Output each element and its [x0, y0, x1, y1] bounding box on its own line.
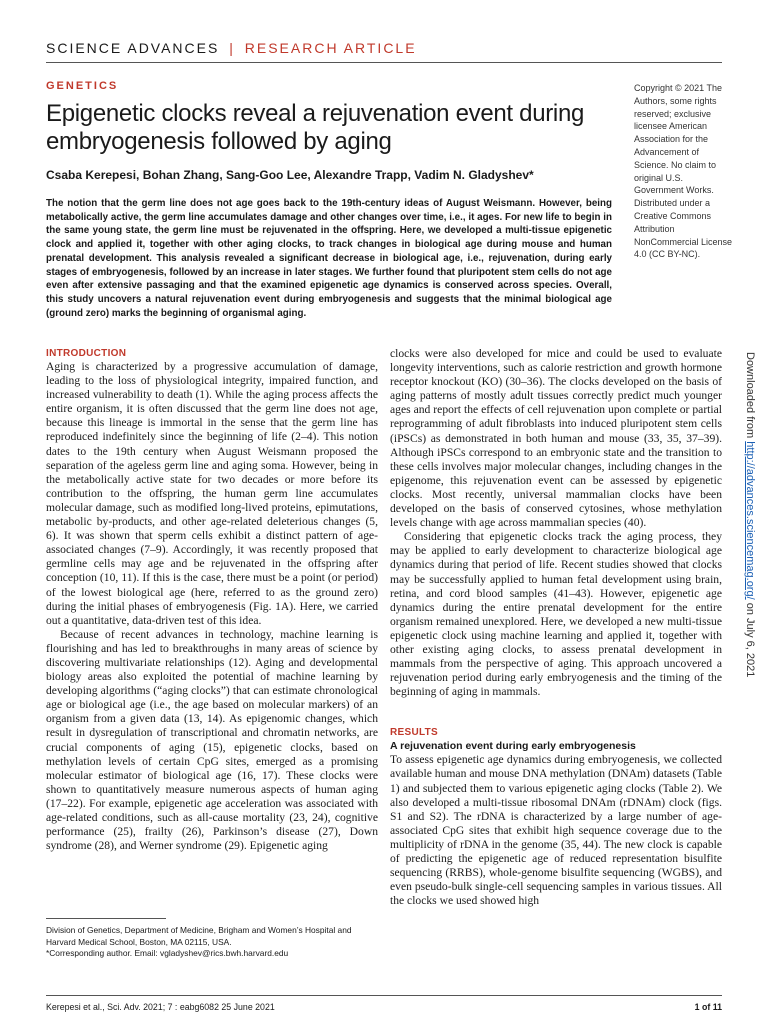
- journal-header: [46, 40, 417, 56]
- header-rule: [46, 62, 722, 63]
- footer-rule: [46, 995, 722, 996]
- abstract: The notion that the germ line does not age goes back to the 19th-century ideas of August Weismann. However, being metabolically active, the germ line accumulates damage and other changes over time, i.e., it ages. For new life to begin in the same young state, the germ line must be rejuvenated in the offspring. Here, we developed a multi-tissue epigenetic clock and applied it, together with other aging clocks, to track changes in biological age during mouse and human prenatal development. This analysis revealed a significant decrease in biological age, i.e., rejuvenation, during early stages of embryogenesis, followed by an increase in later stages. We further found that pluripotent stem cells do not age even after extensive passaging and that the examined epigenetic age dynamics is conserved across species. Overall, this study uncovers a natural rejuvenation event during embryogenesis and suggests that the minimal biological age (ground zero) marks the beginning of organismal aging.: [46, 198, 612, 319]
- body-paragraph: clocks were also developed for mice and could be used to evaluate longevity interventions, such as calorie restriction and growth hormone receptor knockout (KO) (30–36). The clocks developed on the basis of aging patterns of mostly adult tissues correctly predict much younger ages and report the effects of cell rejuvenation upon complete or partial reprogramming of adult fibroblasts into induced pluripotent stem cells (iPSCs) as demonstrated in both human and mouse (33, 35, 37–39). Although iPSCs correspond to an embryonic state and the transition to these cells involves major molecular changes, including changes in the epigenome, this rejuvenation event can be assessed by epigenetic clocks. Most recently, universal mammalian clocks have been developed on the basis of conserved cytosines, whose methylation levels change with age across mammalian species (40).: [390, 347, 722, 530]
- section-spacer: [390, 699, 722, 726]
- download-side-note: [741, 352, 757, 677]
- side-note-suffix: on July 6, 2021: [744, 599, 756, 678]
- results-paragraph: To assess epigenetic age dynamics during embryogenesis, we collected available human and mouse DNA methylation (DNAm) datasets (Table 1) and subjected them to various epigenetic aging clocks (Table 2). We also developed a multi-tissue ribosomal DNAm (rDNAm) clock (figs. S1 and S2). The rDNA is characterized by a large number of age-associated CpG sites that exhibit high sequence coverage due to the multiplicity of rDNA in the genome (35, 44). The new clock is capable of predicting the epigenetic age of reduced representation bisulfite sequencing (RRBS), whole-genome bisulfite sequencing (WGBS), and even pseudo-bulk single-cell sequencing samples in various tissues. All the clocks we used showed high: [390, 753, 722, 908]
- journal-name: SCIENCE ADVANCES: [46, 40, 220, 56]
- page-number: 1 of 11: [694, 1002, 722, 1012]
- intro-paragraph: Because of recent advances in technology, machine learning is flourishing and has led to breakthroughs in many areas of science by discovering multivariate relationships (12). Aging and developmental biology areas also exploited the potential of machine learning by developing algorithms (“aging clocks”) that can estimate chronological age or biological age (i.e., the age based on molecular markers) of an organism from a given data (13, 14). As epigenomic changes, which result in dysregulation of transcriptional and chromatin networks, are crucial components of aging (15), epigenetic clocks, based on methylation levels of certain CpG sites, emerged as a promising molecular estimator of biological age (16, 17). These clocks were shown to quantitatively measure numerous aspects of human aging (17–22). For example, epigenetic age acceleration was associated with age-related conditions, such as all-cause mortality (23, 24), cognitive performance (25), frailty (26), Parkinson’s disease (27), Down syndrome (28), and Werner syndrome (29). Epigenetic aging: [46, 627, 378, 853]
- left-column: [46, 347, 378, 853]
- introduction-heading: INTRODUCTION: [46, 348, 127, 359]
- copyright-notice: Copyright © 2021 The Authors, some rights reserved; exclusive licensee American Association for the Advancement of Science. No claim to original U.S. Government Works. Distributed under a Creative Commons Attribution NonCommercial License 4.0 (CC BY-NC).: [634, 83, 733, 260]
- side-note-prefix: Downloaded from: [744, 352, 756, 442]
- results-heading: RESULTS: [390, 727, 439, 739]
- intro-paragraph: Aging is characterized by a progressive accumulation of damage, leading to the loss of physiological integrity, impaired function, and increased vulnerability to death (1). While the aging process affects the entire organism, it is often discussed that the germ line does not age, because this lineage is immortal in the sense that the germ line has reproduced indefinitely since the beginning of life (2–4). This notion dates to the 19th century when August Weismann proposed the separation of the ageless germ line and aging soma. However, being in the metabolically active state for two decades or more before its contribution to the offspring, the human germ line accumulates molecular damage, such as modified long-lived proteins, epimutations, metabolic by-products, and other age-related deleterious changes (5, 6). It was shown that sperm cells exhibit a distinct pattern of age-associated changes (7–9). Accordingly, it was recently proposed that germline cells may age and be rejuvenated in the offspring after conception (10, 11). If this is the case, there must be a point (or period) of the lowest biological age (here, referred to as the ground zero) during the initial phases of embryogenesis (Fig. 1A). Here, we carried out a quantitative, data-driven test of this idea.: [46, 360, 378, 627]
- footnotes: [46, 925, 378, 960]
- body-paragraph: Considering that epigenetic clocks track the aging process, they may be applied to early development to characterize biological age dynamics during that period of life. Recent studies showed that clocks may be successfully applied to human fetal development using brain, retina, and cord blood samples (41–43). However, epigenetic age dynamics during the entire prenatal development for the entire organism remained unexplored. Here, we developed a new multi-tissue epigenetic clock using machine learning and applied it, together with other existing aging clocks, to assess prenatal development in mammals from the perspective of aging. This approach uncovered a rejuvenation period during early embryogenesis and the timing of the beginning of aging in mammals.: [390, 530, 722, 699]
- right-column: [390, 347, 722, 908]
- section-tag: GENETICS: [46, 80, 119, 92]
- results-subheading: A rejuvenation event during early embryogenesis: [390, 740, 636, 753]
- article-title: Epigenetic clocks reveal a rejuvenation event during embryogenesis followed by aging: [46, 100, 585, 155]
- correspondence-note: *Corresponding author. Email: vgladyshev@rics.bwh.harvard.edu: [46, 948, 289, 958]
- footer-citation: Kerepesi et al., Sci. Adv. 2021; 7 : eabg6082 25 June 2021: [46, 1002, 275, 1012]
- affiliation-note: Division of Genetics, Department of Medicine, Brigham and Women’s Hospital and Harvard Medical School, Boston, MA 02115, USA.: [46, 925, 352, 947]
- header-separator: |: [229, 40, 235, 56]
- author-list: Csaba Kerepesi, Bohan Zhang, Sang-Goo Lee, Alexandre Trapp, Vadim N. Gladyshev*: [46, 168, 534, 182]
- footnote-rule: [46, 918, 166, 919]
- article-type: RESEARCH ARTICLE: [244, 40, 417, 56]
- download-link[interactable]: http://advances.sciencemag.org/: [744, 441, 756, 600]
